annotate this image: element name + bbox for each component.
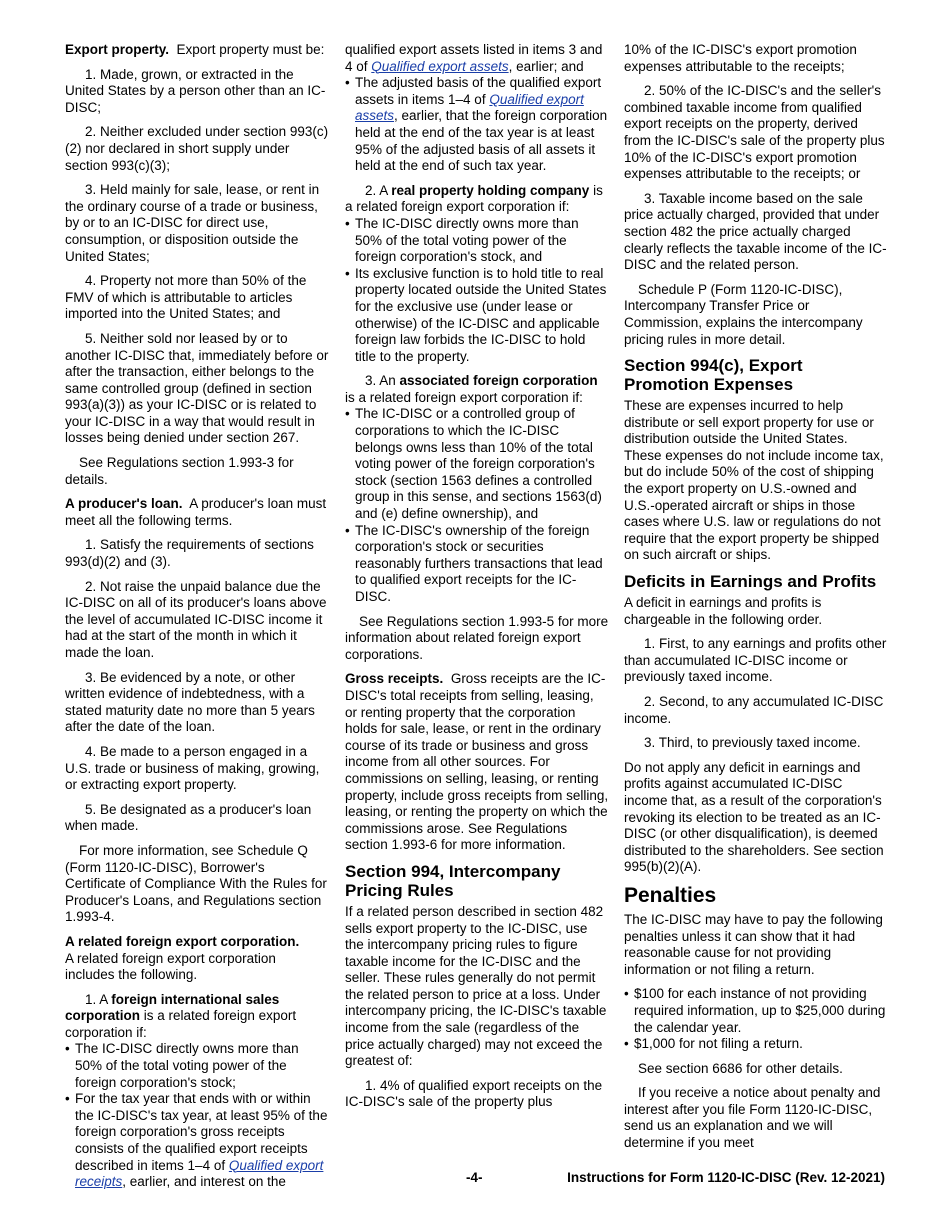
producers-loan-item-4: 4. Be made to a person engaged in a U.S. trade or business of making, growing, or extracting export property. — [65, 743, 320, 793]
export-property-item-1: 1. Made, grown, or extracted in the United States by a person other than an IC-DISC; — [65, 66, 326, 115]
qualified-export-receipts-link[interactable]: Qualified export receipts — [75, 1157, 324, 1190]
section-994-text: If a related person described in section 482 sells export property to the IC-DISC, use the intercompany pricing rules to figure taxable income for the IC-DISC and the seller. These rules generally do not permit the related person to price at a loss. Under intercompany pricing, the IC-DISC's taxable income from the sale (regardless of the price actually charged) may not exceed the greatest of: — [345, 903, 607, 1069]
real-property-item: 2. A real property holding company is a related foreign export corporation if: — [345, 182, 603, 215]
producers-loan-item-3: 3. Be evidenced by a note, or other written evidence of indebtedness, with a stated maturity date no more than 5 years after the date of the loan. — [65, 669, 315, 735]
continued-text: qualified export assets listed in items 3 and 4 of Qualified export assets, earlier; and — [345, 42, 603, 74]
gross-receipts-heading: Gross receipts. — [345, 671, 444, 687]
deficit-item-3: 3. Third, to previously taxed income. — [644, 735, 861, 751]
producers-loan-item-1: 1. Satisfy the requirements of sections 993(d)(2) and (3). — [65, 537, 314, 570]
export-property-paragraph: Export property. Export property must be: — [65, 42, 325, 57]
section-994c-heading: Section 994(c), Export Promotion Expenses — [624, 356, 803, 395]
fisc-item: 1. A foreign international sales corporation is a related foreign export corporation if: — [65, 991, 297, 1040]
real-property-bullet-1: • The IC-DISC directly owns more than 50% of the total voting power of the foreign corporation's stock, and — [345, 216, 609, 266]
export-property-item-5: 5. Neither sold nor leased by or to another IC-DISC that, immediately before or after the transaction, either belongs to the same controlled group (defined in section 993(a)(3)) as your IC-DISC or is related to your IC-DISC in a way that would result in losses being denied under section 267. — [65, 330, 329, 446]
related-foreign-paragraph: A related foreign export corporation. A related foreign export corporation includes the following. — [65, 933, 300, 983]
fisc-bullet-1: • The IC-DISC directly owns more than 50% of the total voting power of the foreign corporation's stock; — [65, 1041, 329, 1091]
associated-foreign-see: See Regulations section 1.993-5 for more information about related foreign export corporations. — [345, 613, 609, 662]
page-number: -4- — [466, 1170, 483, 1185]
related-foreign-heading: A related foreign export corporation. — [65, 933, 300, 949]
associated-foreign-bullet-1: • The IC-DISC or a controlled group of corporations to which the IC-DISC belongs owns less than 10% of the total voting power of the foreign corporation's stock (section 1563 defines a controlled group in this sense, and sections 1563(d) and (e) define ownership), and — [345, 406, 609, 522]
section-994c-text: These are expenses incurred to help distribute or sell export property for use or distribution outside the United States. These expenses do not include income tax, but do include 50% of the cost of shipping the export property on U.S.-owned and U.S.-operated aircraft or ships in those cases where U.S. law or regulations do not require that the export property be shipped on such aircraft or ships. — [624, 398, 884, 563]
export-property-see: See Regulations section 1.993-3 for details. — [65, 455, 294, 487]
column-1 — [65, 42, 329, 1191]
deficit-item-1: 1. First, to any earnings and profits other than accumulated IC-DISC income or previously taxed income. — [624, 636, 887, 685]
pricing-item-3: 3. Taxable income based on the sale price actually charged, provided that under section 482 the price actually charged clearly reflects the taxable income of the IC-DISC and the related person. — [624, 190, 887, 273]
pricing-continued: 10% of the IC-DISC's export promotion expenses attributable to the receipts; — [624, 42, 857, 74]
penalties-heading: Penalties — [624, 883, 717, 907]
column-2 — [345, 42, 609, 1119]
export-property-item-4: 4. Property not more than 50% of the FMV of which is attributable to articles imported into the United States; and — [65, 273, 307, 322]
qualified-export-assets-link-1[interactable]: Qualified export assets — [371, 58, 509, 74]
deficits-intro: A deficit in earnings and profits is chargeable in the following order. — [624, 595, 823, 627]
associated-foreign-bullet-2: • The IC-DISC's ownership of the foreign corporation's stock or securities reasonably furthers transactions that lead to qualified export receipts for the IC-DISC. — [345, 523, 609, 606]
deficits-note: Do not apply any deficit in earnings and profits against accumulated IC-DISC income that, as a result of the corporation's revoking its election to be treated as an IC-DISC (or other disqualification), is deemed distributed to the shareholders. See section 995(b)(2)(A). — [624, 759, 884, 875]
footer-title: Instructions for Form 1120-IC-DISC (Rev. 12-2021) — [567, 1170, 885, 1185]
producers-loan-heading: A producer's loan. — [65, 496, 183, 512]
export-property-heading: Export property. — [65, 42, 170, 57]
adjusted-basis-bullet: • The adjusted basis of the qualified export assets in items 1–4 of Qualified export assets, earlier, that the foreign corporation held at the end of the tax year is at least 95% of the adjusted basis of all assets it held at the end of such tax year. — [345, 75, 609, 175]
producers-loan-item-5: 5. Be designated as a producer's loan when made. — [65, 801, 312, 834]
gross-receipts-paragraph: Gross receipts. Gross receipts are the IC-DISC's total receipts from selling, leasing, or renting property that the corporation holds for sale, lease, or rent in the ordinary course of its trade or business and gross income from all other sources. For commissions on selling, leasing, or renting property, include gross receipts from selling, leasing, or renting the property on which the commissions arose. See Regulations section 1.993-6 for more information. — [345, 671, 609, 853]
section-994-heading: Section 994, Intercompany Pricing Rules — [345, 861, 561, 900]
export-property-item-2: 2. Neither excluded under section 993(c)(2) nor declared in short supply under section 993(c)(3); — [65, 124, 329, 173]
fisc-bullet-2: • For the tax year that ends with or within the IC-DISC's tax year, at least 95% of the foreign corporation's gross receipts consists of the qualified export receipts described in items 1–4 of Qualified export receipts, earlier, and interest on the — [65, 1091, 329, 1191]
penalty-bullet-1: • $100 for each instance of not providing required information, up to $25,000 during the calendar year. — [624, 986, 888, 1036]
export-property-item-3: 3. Held mainly for sale, lease, or rent in the ordinary course of a trade or business, by or to an IC-DISC for direct use, consumption, or disposition outside the United States; — [65, 182, 320, 264]
producers-loan-paragraph: A producer's loan. A producer's loan must meet all the following terms. — [65, 496, 327, 528]
deficits-heading: Deficits in Earnings and Profits — [624, 572, 877, 592]
penalties-notice: If you receive a notice about penalty and interest after you file Form 1120-IC-DISC, send us an explanation and we will determine if you meet — [624, 1085, 881, 1151]
deficit-item-2: 2. Second, to any accumulated IC-DISC income. — [624, 694, 884, 726]
producers-loan-more-info: For more information, see Schedule Q (Form 1120-IC-DISC), Borrower's Certificate of Compliance With the Rules for Producer's Loans, and Regulations section 1.993-4. — [65, 842, 327, 925]
associated-foreign-item: 3. An associated foreign corporation is a related foreign export corporation if: — [345, 373, 598, 405]
column-3 — [624, 42, 888, 1160]
schedule-p-note: Schedule P (Form 1120-IC-DISC), Intercompany Transfer Price or Commission, explains the intercompany pricing rules in more detail. — [624, 281, 863, 347]
penalties-see: See section 6686 for other details. — [638, 1060, 843, 1076]
real-property-bullet-2: • Its exclusive function is to hold title to real property located outside the United States for the exclusive use (under lease or otherwise) of the IC-DISC and applicable foreign law forbids the IC-DISC to hold title to the property. — [345, 266, 609, 366]
penalties-intro: The IC-DISC may have to pay the following penalties unless it can show that it had reasonable cause for not providing information or not filing a return. — [624, 911, 883, 977]
pricing-item-2: 2. 50% of the IC-DISC's and the seller's combined taxable income from qualified export receipts on the property, derived from the IC-DISC's sale of the property plus 10% of the IC-DISC's export promotion expenses attributable to the receipts; or — [624, 83, 885, 182]
producers-loan-item-2: 2. Not raise the unpaid balance due the IC-DISC on all of its producer's loans above the level of accumulated IC-DISC income it had at the start of the month in which it made the loan. — [65, 578, 327, 660]
qualified-export-assets-link-2[interactable]: Qualified export assets — [355, 91, 584, 124]
section-994-item-1: 1. 4% of qualified export receipts on the IC-DISC's sale of the property plus — [345, 1077, 603, 1110]
penalty-bullet-2: • $1,000 for not filing a return. — [624, 1036, 888, 1053]
